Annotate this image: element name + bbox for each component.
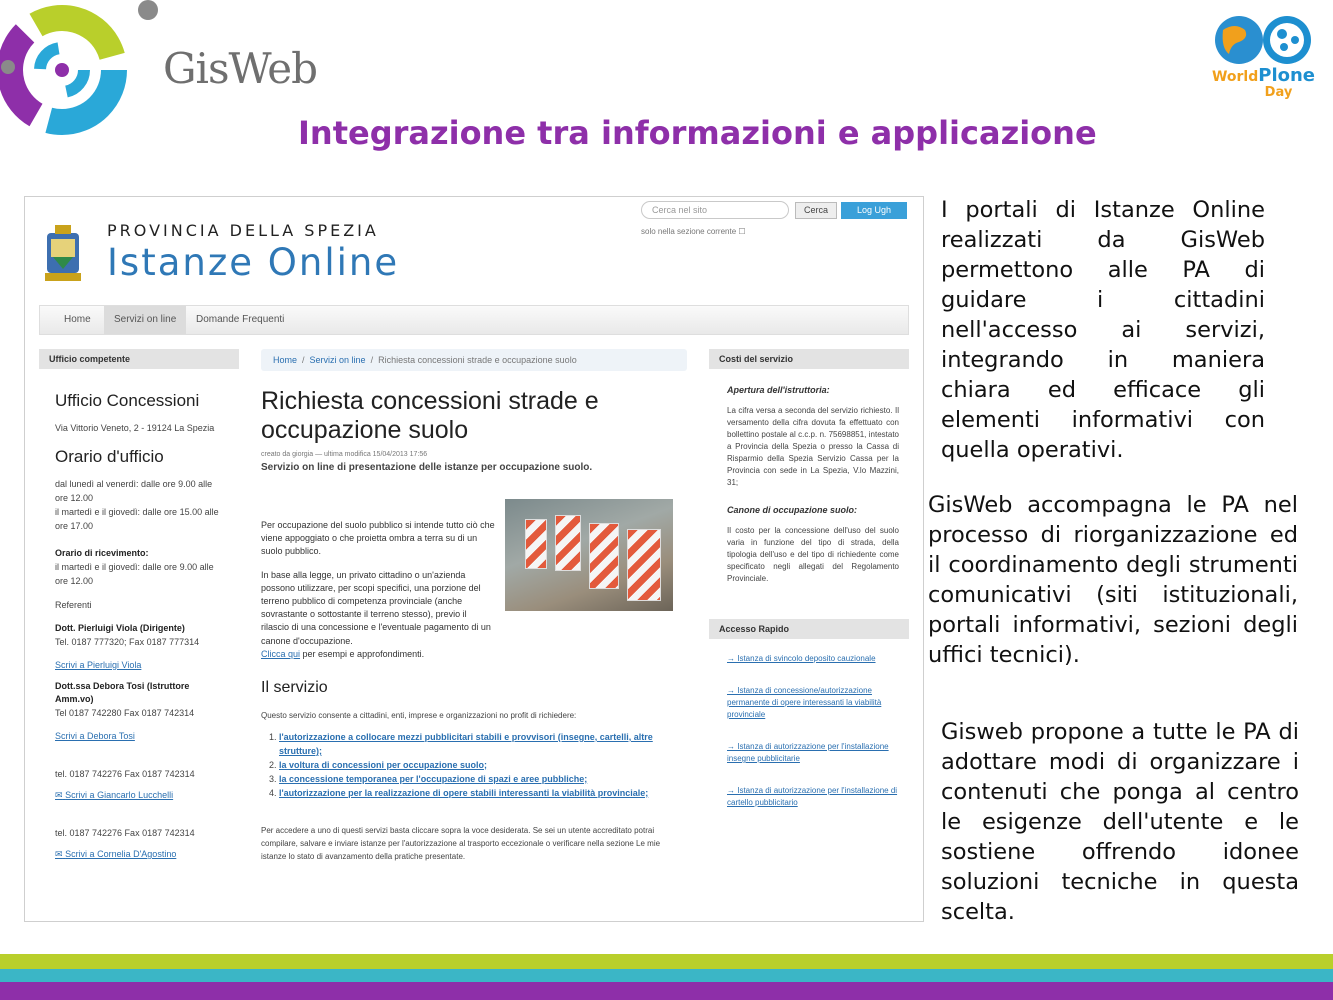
gisweb-ring-icon <box>0 0 165 135</box>
login-button[interactable]: Log Ugh <box>841 202 907 219</box>
org-name: PROVINCIA DELLA SPEZIA <box>107 221 379 240</box>
search-input[interactable]: Cerca nel sito <box>641 201 789 219</box>
footer-stripe-teal <box>0 969 1333 982</box>
examples-line: Clicca qui per esempi e approfondimenti. <box>261 648 425 659</box>
footer-stripe-green <box>0 954 1333 969</box>
globe-plone-icon <box>1209 8 1319 68</box>
service-intro: Questo servizio consente a cittadini, enti, imprese e organizzazioni no profit di richiedere: <box>261 710 577 720</box>
examples-link[interactable]: Clicca qui <box>261 648 301 659</box>
service-item[interactable]: 1. l'autorizzazione a collocare mezzi pubblicitari stabili e provvisori (insegne, cartelli, altre strutture); <box>279 730 687 758</box>
cost-title: Apertura dell'istruttoria: <box>727 385 830 395</box>
paragraph-proposta: Gisweb propone a tutte le PA di adottare modi di organizzare i contenuti che ponga al centro le esigenze dell'utente e le sostiene offrendo idonee soluzioni tecniche in questa scelta. <box>941 719 1299 925</box>
cost-title: Canone di occupazione suolo: <box>727 505 858 515</box>
referent-name: Dott. Pierluigi Viola (Dirigente) <box>55 623 185 633</box>
referents-label: Referenti <box>55 600 92 610</box>
brand-name: GisWeb <box>163 44 318 93</box>
main-content <box>261 349 687 863</box>
barrier-shape <box>589 523 619 589</box>
site-name[interactable]: Istanze Online <box>107 241 400 284</box>
referent-email-link[interactable]: ✉ Scrivi a Giancarlo Lucchelli <box>55 790 174 800</box>
search-scope-checkbox[interactable]: solo nella sezione corrente ☐ <box>641 227 746 236</box>
service-item[interactable]: 2. la voltura di concessioni per occupazione suolo; <box>279 758 687 772</box>
nav-home[interactable]: Home <box>64 314 91 325</box>
barrier-shape <box>555 515 581 571</box>
mail-icon: ✉ <box>55 849 63 859</box>
referent-email-link[interactable]: ✉ Scrivi a Cornelia D'Agostino <box>55 849 177 859</box>
intro-paragraph: Per occupazione del suolo pubblico si intende tutto ciò che viene appoggiato o che proietta ombra a terra su di un suolo pubblico. <box>261 520 495 557</box>
reception-label: Orario di ricevimento: <box>55 548 149 558</box>
quick-link[interactable]: → Istanza di autorizzazione per l'installazione di cartello pubblicitario <box>727 786 898 807</box>
law-paragraph: In base alla legge, un privato cittadino o un'azienda possono utilizzare, per scopi specifici, una porzione del terreno pubblico di competenza provinciale (anche sovrastante o sottostante il terreno stesso), previo il rilascio di una concessione e l'eventuale pagamento di un canone d'occupazione. <box>261 569 491 646</box>
hours-weekdays: dal lunedì al venerdì: dalle ore 9.00 alle ore 12.00 <box>55 479 213 503</box>
referent-email-link[interactable]: Scrivi a Pierluigi Viola <box>55 660 142 670</box>
document-byline: creato da giorgia — ultima modifica 15/04/2013 17:56 <box>261 451 428 458</box>
province-crest-icon <box>43 223 83 285</box>
quick-link[interactable]: → Istanza di autorizzazione per l'installazione insegne pubblicitarie <box>727 742 889 763</box>
quick-access-header: Accesso Rapido <box>709 619 909 639</box>
quick-link[interactable]: → Istanza di concessione/autorizzazione permanente di opere interessanti la viabilità provinciale <box>727 686 882 719</box>
referent-phone: Tel 0187 742280 Fax 0187 742314 <box>55 708 195 718</box>
page-title: Richiesta concessioni strade e occupazione suolo <box>261 387 599 444</box>
breadcrumb-home[interactable]: Home <box>273 355 298 365</box>
barrier-shape <box>525 519 547 569</box>
footer-stripe-purple <box>0 982 1333 1000</box>
access-instructions: Per accedere a uno di questi servizi basta cliccare sopra la voce desiderata. Se sei un utente accreditato potrai compilare, salvare e inviare istanze per l'autorizzazione al trasporto eccezionale o verificare nella sezione Le mie istanze lo stato di avanzamento della pratiche presentate. <box>261 825 661 861</box>
document-description: Servizio on line di presentazione delle istanze per occupazione suolo. <box>261 462 593 473</box>
referent-phone: Tel. 0187 777320; Fax 0187 777314 <box>55 637 200 647</box>
office-address: Via Vittorio Veneto, 2 - 19124 La Spezia <box>55 423 215 433</box>
slide-title: Integrazione tra informazioni e applicazione <box>298 114 1097 152</box>
hours-afternoon: il martedì e il giovedì: dalle ore 15.00 alle ore 17.00 <box>55 507 219 531</box>
website-screenshot <box>24 196 924 922</box>
right-sidebar <box>709 349 909 809</box>
logo-subtext: Day <box>1264 85 1293 100</box>
gisweb-logo <box>0 0 330 135</box>
referent-phone: tel. 0187 742276 Fax 0187 742314 <box>55 769 195 779</box>
search-button[interactable]: Cerca <box>795 202 837 219</box>
quick-link[interactable]: → Istanza di svincolo deposito cauzionale <box>727 654 876 663</box>
logo-text: WorldPlone <box>1211 65 1316 86</box>
cost-text: Il costo per la concessione dell'uso del suolo varia in funzione del tipo di strada, della tipologia dell'uso e del tipo di richiedente come specificato negli allegati del Regolamento Provinciale. <box>727 526 899 583</box>
road-works-photo <box>505 499 673 611</box>
cost-text: La cifra versa a seconda del servizio richiesto. Il versamento della cifra dovuta fa effettuato con bollettino postale al c.c.p. n. 75698851, intestato a Provincia della Spezia o presso la Cassa di Risparmio della Spezia Servizio Cassa per la Provincia con sede in La Spezia, V.lo Mazzini, 31; <box>727 406 899 487</box>
main-nav <box>39 305 909 335</box>
mail-icon: ✉ <box>55 790 63 800</box>
costs-header: Costi del servizio <box>709 349 909 369</box>
office-box-header: Ufficio competente <box>39 349 239 369</box>
breadcrumb-servizi[interactable]: Servizi on line <box>309 355 366 365</box>
office-title: Ufficio Concessioni <box>55 391 200 410</box>
breadcrumb-current: Richiesta concessioni strade e occupazione suolo <box>378 355 577 365</box>
barrier-shape <box>627 529 661 601</box>
nav-faq[interactable]: Domande Frequenti <box>196 314 285 325</box>
service-item[interactable]: 3. la concessione temporanea per l'occupazione di spazi e aree pubbliche; <box>279 772 687 786</box>
service-item[interactable]: 4. l'autorizzazione per la realizzazione di opere stabili interessanti la viabilità provinciale; <box>279 786 687 800</box>
nav-servizi-online[interactable]: Servizi on line <box>104 306 186 334</box>
paragraph-riorganizzazione: GisWeb accompagna le PA nel processo di riorganizzazione ed il coordinamento degli strumenti comunicativi (siti istituzionali, portali informativi, sezioni degli uffici tecnici). <box>928 492 1298 668</box>
breadcrumb: Home / Servizi on line / Richiesta concessioni strade e occupazione suolo <box>261 349 687 371</box>
paragraph-istanze-online: I portali di Istanze Online realizzati da GisWeb permettono alle PA di guidare i cittadini nell'accesso ai servizi, integrando in maniera chiara ed efficace gli elementi informativi con quella operativi. <box>941 197 1265 463</box>
referent-phone: tel. 0187 742276 Fax 0187 742314 <box>55 828 195 838</box>
service-title: Il servizio <box>261 678 328 696</box>
hours-title: Orario d'ufficio <box>55 447 164 466</box>
referent-email-link[interactable]: Scrivi a Debora Tosi <box>55 731 135 741</box>
left-sidebar <box>39 349 239 861</box>
service-list <box>279 730 687 800</box>
reception-hours: il martedì e il giovedì: dalle ore 9.00 alle ore 12.00 <box>55 562 214 586</box>
referent-name: Dott.ssa Debora Tosi (Istruttore Amm.vo) <box>55 681 190 704</box>
world-plone-day-logo <box>1206 8 1321 113</box>
